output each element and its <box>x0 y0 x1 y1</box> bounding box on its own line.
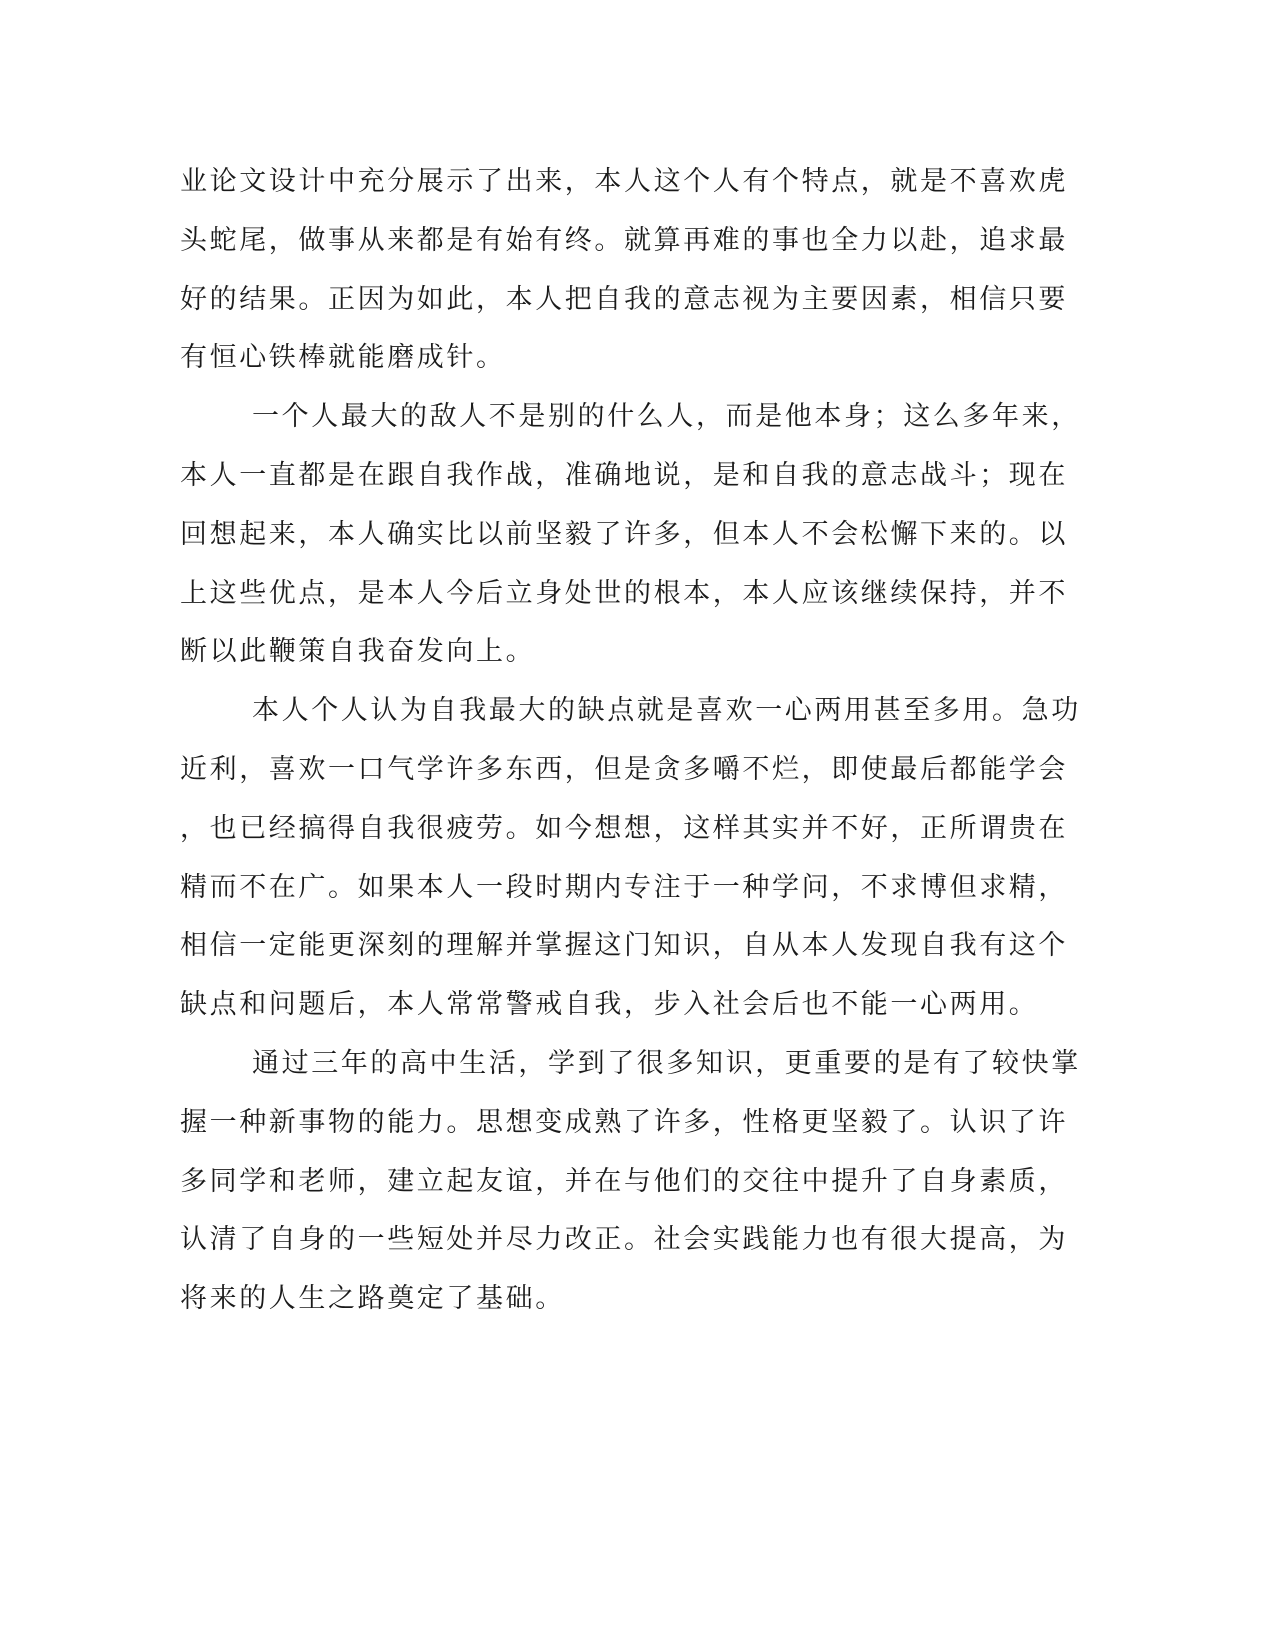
text-line: 认清了自身的一些短处并尽力改正。社会实践能力也有很大提高，为 <box>180 1224 1068 1256</box>
text-line: ，也已经搞得自我很疲劳。如今想想，这样其实并不好，正所谓贵在 <box>180 812 1068 844</box>
text-line: 头蛇尾，做事从来都是有始有终。就算再难的事也全力以赴，追求最 <box>180 224 1068 256</box>
text-line: 本人个人认为自我最大的缺点就是喜欢一心两用甚至多用。急功 <box>252 695 1081 727</box>
text-line: 本人一直都是在跟自我作战，准确地说，是和自我的意志战斗；现在 <box>180 459 1068 491</box>
text-line: 一个人最大的敌人不是别的什么人，而是他本身；这么多年来， <box>252 401 1081 433</box>
text-line: 握一种新事物的能力。思想变成熟了许多，性格更坚毅了。认识了许 <box>180 1106 1068 1138</box>
paragraph-2 <box>180 388 1081 682</box>
text-line: 好的结果。正因为如此，本人把自我的意志视为主要因素，相信只要 <box>180 283 1068 315</box>
text-line: 多同学和老师，建立起友谊，并在与他们的交往中提升了自身素质， <box>180 1165 1068 1197</box>
text-line: 上这些优点，是本人今后立身处世的根本，本人应该继续保持，并不 <box>180 577 1068 609</box>
paragraph-3 <box>180 682 1081 1035</box>
text-line: 将来的人生之路奠定了基础。 <box>180 1283 565 1315</box>
paragraph-1 <box>180 153 1068 388</box>
document-body <box>180 153 1081 1329</box>
text-line: 近利，喜欢一口气学许多东西，但是贪多嚼不烂，即使最后都能学会 <box>180 753 1068 785</box>
text-line: 通过三年的高中生活，学到了很多知识，更重要的是有了较快掌 <box>252 1047 1081 1079</box>
text-line: 缺点和问题后，本人常常警戒自我，步入社会后也不能一心两用。 <box>180 989 1039 1021</box>
text-line: 相信一定能更深刻的理解并掌握这门知识，自从本人发现自我有这个 <box>180 930 1068 962</box>
text-line: 精而不在广。如果本人一段时期内专注于一种学问，不求博但求精， <box>180 871 1068 903</box>
text-line: 回想起来，本人确实比以前坚毅了许多，但本人不会松懈下来的。以 <box>180 518 1068 550</box>
text-line: 业论文设计中充分展示了出来，本人这个人有个特点，就是不喜欢虎 <box>180 166 1068 197</box>
text-line: 断以此鞭策自我奋发向上。 <box>180 636 536 668</box>
text-line: 有恒心铁棒就能磨成针。 <box>180 342 506 374</box>
paragraph-4 <box>180 1035 1081 1329</box>
